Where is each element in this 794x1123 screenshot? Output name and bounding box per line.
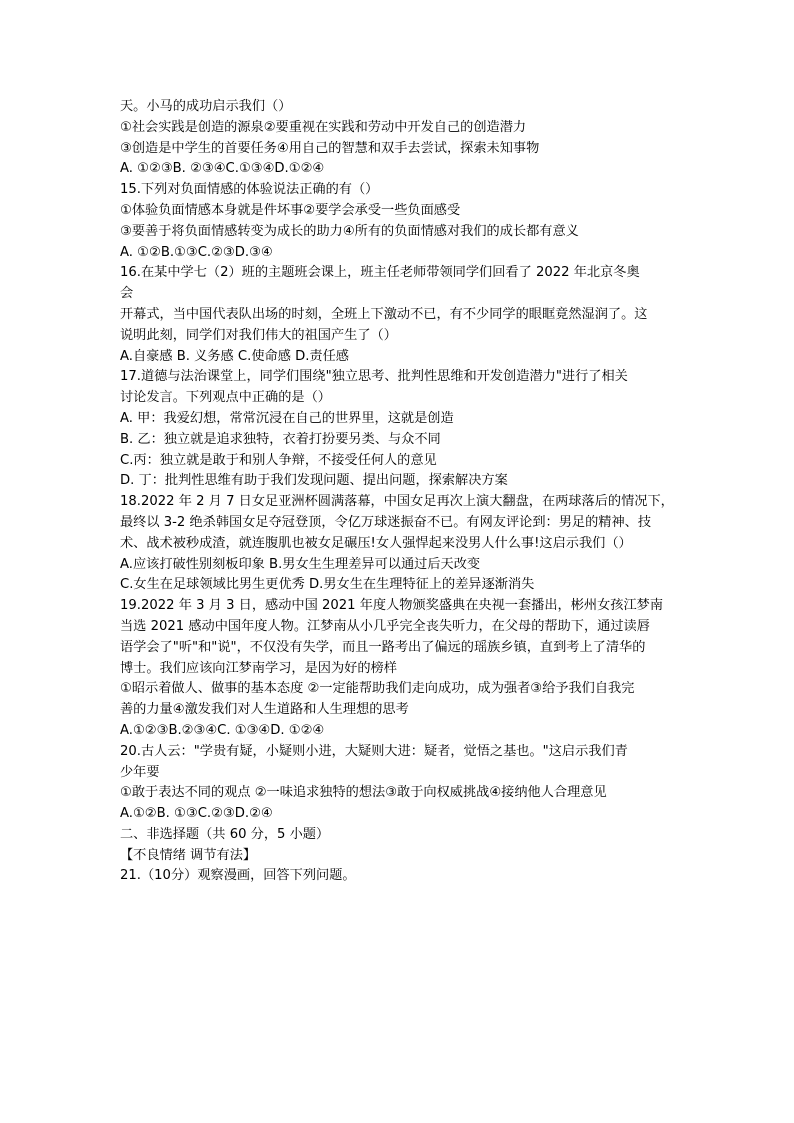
question-18-stem-2: 最终以 3-2 绝杀韩国女足夺冠登顶，令亿万球迷振奋不已。有网友评论到：男足的精神、技	[120, 514, 652, 530]
section-heading: 二、非选择题（共 60 分，5 小题）	[120, 826, 330, 842]
question-18-choices-1: A.应该打破性别刻板印象 B.男女生生理差异可以通过后天改变	[120, 556, 481, 572]
question-18-stem-3: 术、战术被秒成渣，就连腹肌也被女足碾压!女人强悍起来没男人什么事!这启示我们（）	[120, 535, 632, 551]
question-17-choice-c: C.丙：独立就是敢于和别人争辩，不接受任何人的意见	[120, 452, 437, 468]
subsection-heading: 【不良情绪 调节有法】	[120, 847, 257, 863]
question-14-stem-end: 天。小马的成功启示我们（）	[120, 99, 292, 114]
question-16-stem-4: 说明此刻，同学们对我们伟大的祖国产生了（）	[120, 327, 397, 343]
question-19-options-1: ①昭示着做人、做事的基本态度 ②一定能帮助我们走向成功，成为强者③给予我们自我完	[120, 681, 635, 697]
question-14-choices: A. ①②③B. ②③④C.①③④D.①②④	[120, 161, 325, 177]
question-17-stem-2: 讨论发言。下列观点中正确的是（）	[120, 390, 331, 406]
question-19-stem-4: 博士。我们应该向江梦南学习，是因为好的榜样	[120, 660, 397, 676]
question-14-options-1: ①社会实践是创造的源泉②要重视在实践和劳动中开发自己的创造潜力	[120, 119, 527, 135]
question-16-stem-2: 会	[120, 286, 134, 302]
question-19-options-2: 善的力量④激发我们对人生道路和人生理想的思考	[120, 702, 409, 718]
question-21-stem: 21.（10分）观察漫画，回答下列问题。	[120, 868, 356, 884]
question-18-choices-2: C.女生在足球领域比男生更优秀 D.男女生在生理特征上的差异逐渐消失	[120, 577, 535, 593]
question-15-stem: 15.下列对负面情感的体验说法正确的有（）	[120, 182, 379, 198]
question-20-choices: A.①②B. ①③C.②③D.②④	[120, 806, 273, 822]
question-15-options-2: ③要善于将负面情感转变为成长的助力④所有的负面情感对我们的成长都有意义	[120, 223, 579, 239]
question-15-options-1: ①体验负面情感本身就是件坏事②要学会承受一些负面感受	[120, 202, 461, 218]
question-20-stem-2: 少年要	[120, 764, 160, 780]
question-17-choice-a: A. 甲：我爱幻想，常常沉浸在自己的世界里，这就是创造	[120, 410, 454, 426]
question-16-stem-3: 开幕式，当中国代表队出场的时刻，全班上下激动不已，有不少同学的眼眶竟然湿润了。这	[120, 306, 648, 322]
question-17-choice-d: D. 丁：批判性思维有助于我们发现问题、提出问题，探索解决方案	[120, 473, 508, 489]
question-18-stem-1: 18.2022 年 2 月 7 日女足亚洲杯圆满落幕，中国女足再次上演大翻盘，在两球落后的情况下，	[120, 494, 674, 510]
question-17-choice-b: B. 乙：独立就是追求独特，衣着打扮要另类、与众不同	[120, 431, 441, 447]
question-19-stem-1: 19.2022 年 3 月 3 日，感动中国 2021 年度人物颁奖盛典在央视一套播出，彬州女孩江梦南	[120, 598, 664, 614]
question-20-options: ①敢于表达不同的观点 ②一味追求独特的想法③敢于向权威挑战④接纳他人合理意见	[120, 785, 607, 801]
question-16-stem-1: 16.在某中学七（2）班的主题班会课上，班主任老师带领同学们回看了 2022 年北京冬奥	[120, 265, 640, 281]
question-19-stem-2: 当选 2021 感动中国年度人物。江梦南从小几乎完全丧失听力，在父母的帮助下，通过读唇	[120, 618, 650, 634]
question-17-stem-1: 17.道德与法治课堂上，同学们围绕"独立思考、批判性思维和开发创造潜力"进行了相关	[120, 369, 628, 385]
document-body	[120, 97, 680, 887]
question-16-choices: A.自豪感 B. 义务感 C.使命感 D.责任感	[120, 348, 349, 364]
question-14-options-2: ③创造是中学生的首要任务④用自己的智慧和双手去尝试，探索未知事物	[120, 140, 540, 156]
question-19-stem-3: 语学会了"听"和"说"，不仅没有失学，而且一路考出了偏远的瑶族乡镇，直到考上了清华的	[120, 639, 646, 655]
question-19-choices: A.①②③B.②③④C. ①③④D. ①②④	[120, 722, 325, 738]
question-20-stem-1: 20.古人云："学贵有疑，小疑则小进，大疑则大进：疑者，觉悟之基也。"这启示我们青	[120, 743, 628, 759]
question-15-choices: A. ①②B.①③C.②③D.③④	[120, 244, 273, 260]
